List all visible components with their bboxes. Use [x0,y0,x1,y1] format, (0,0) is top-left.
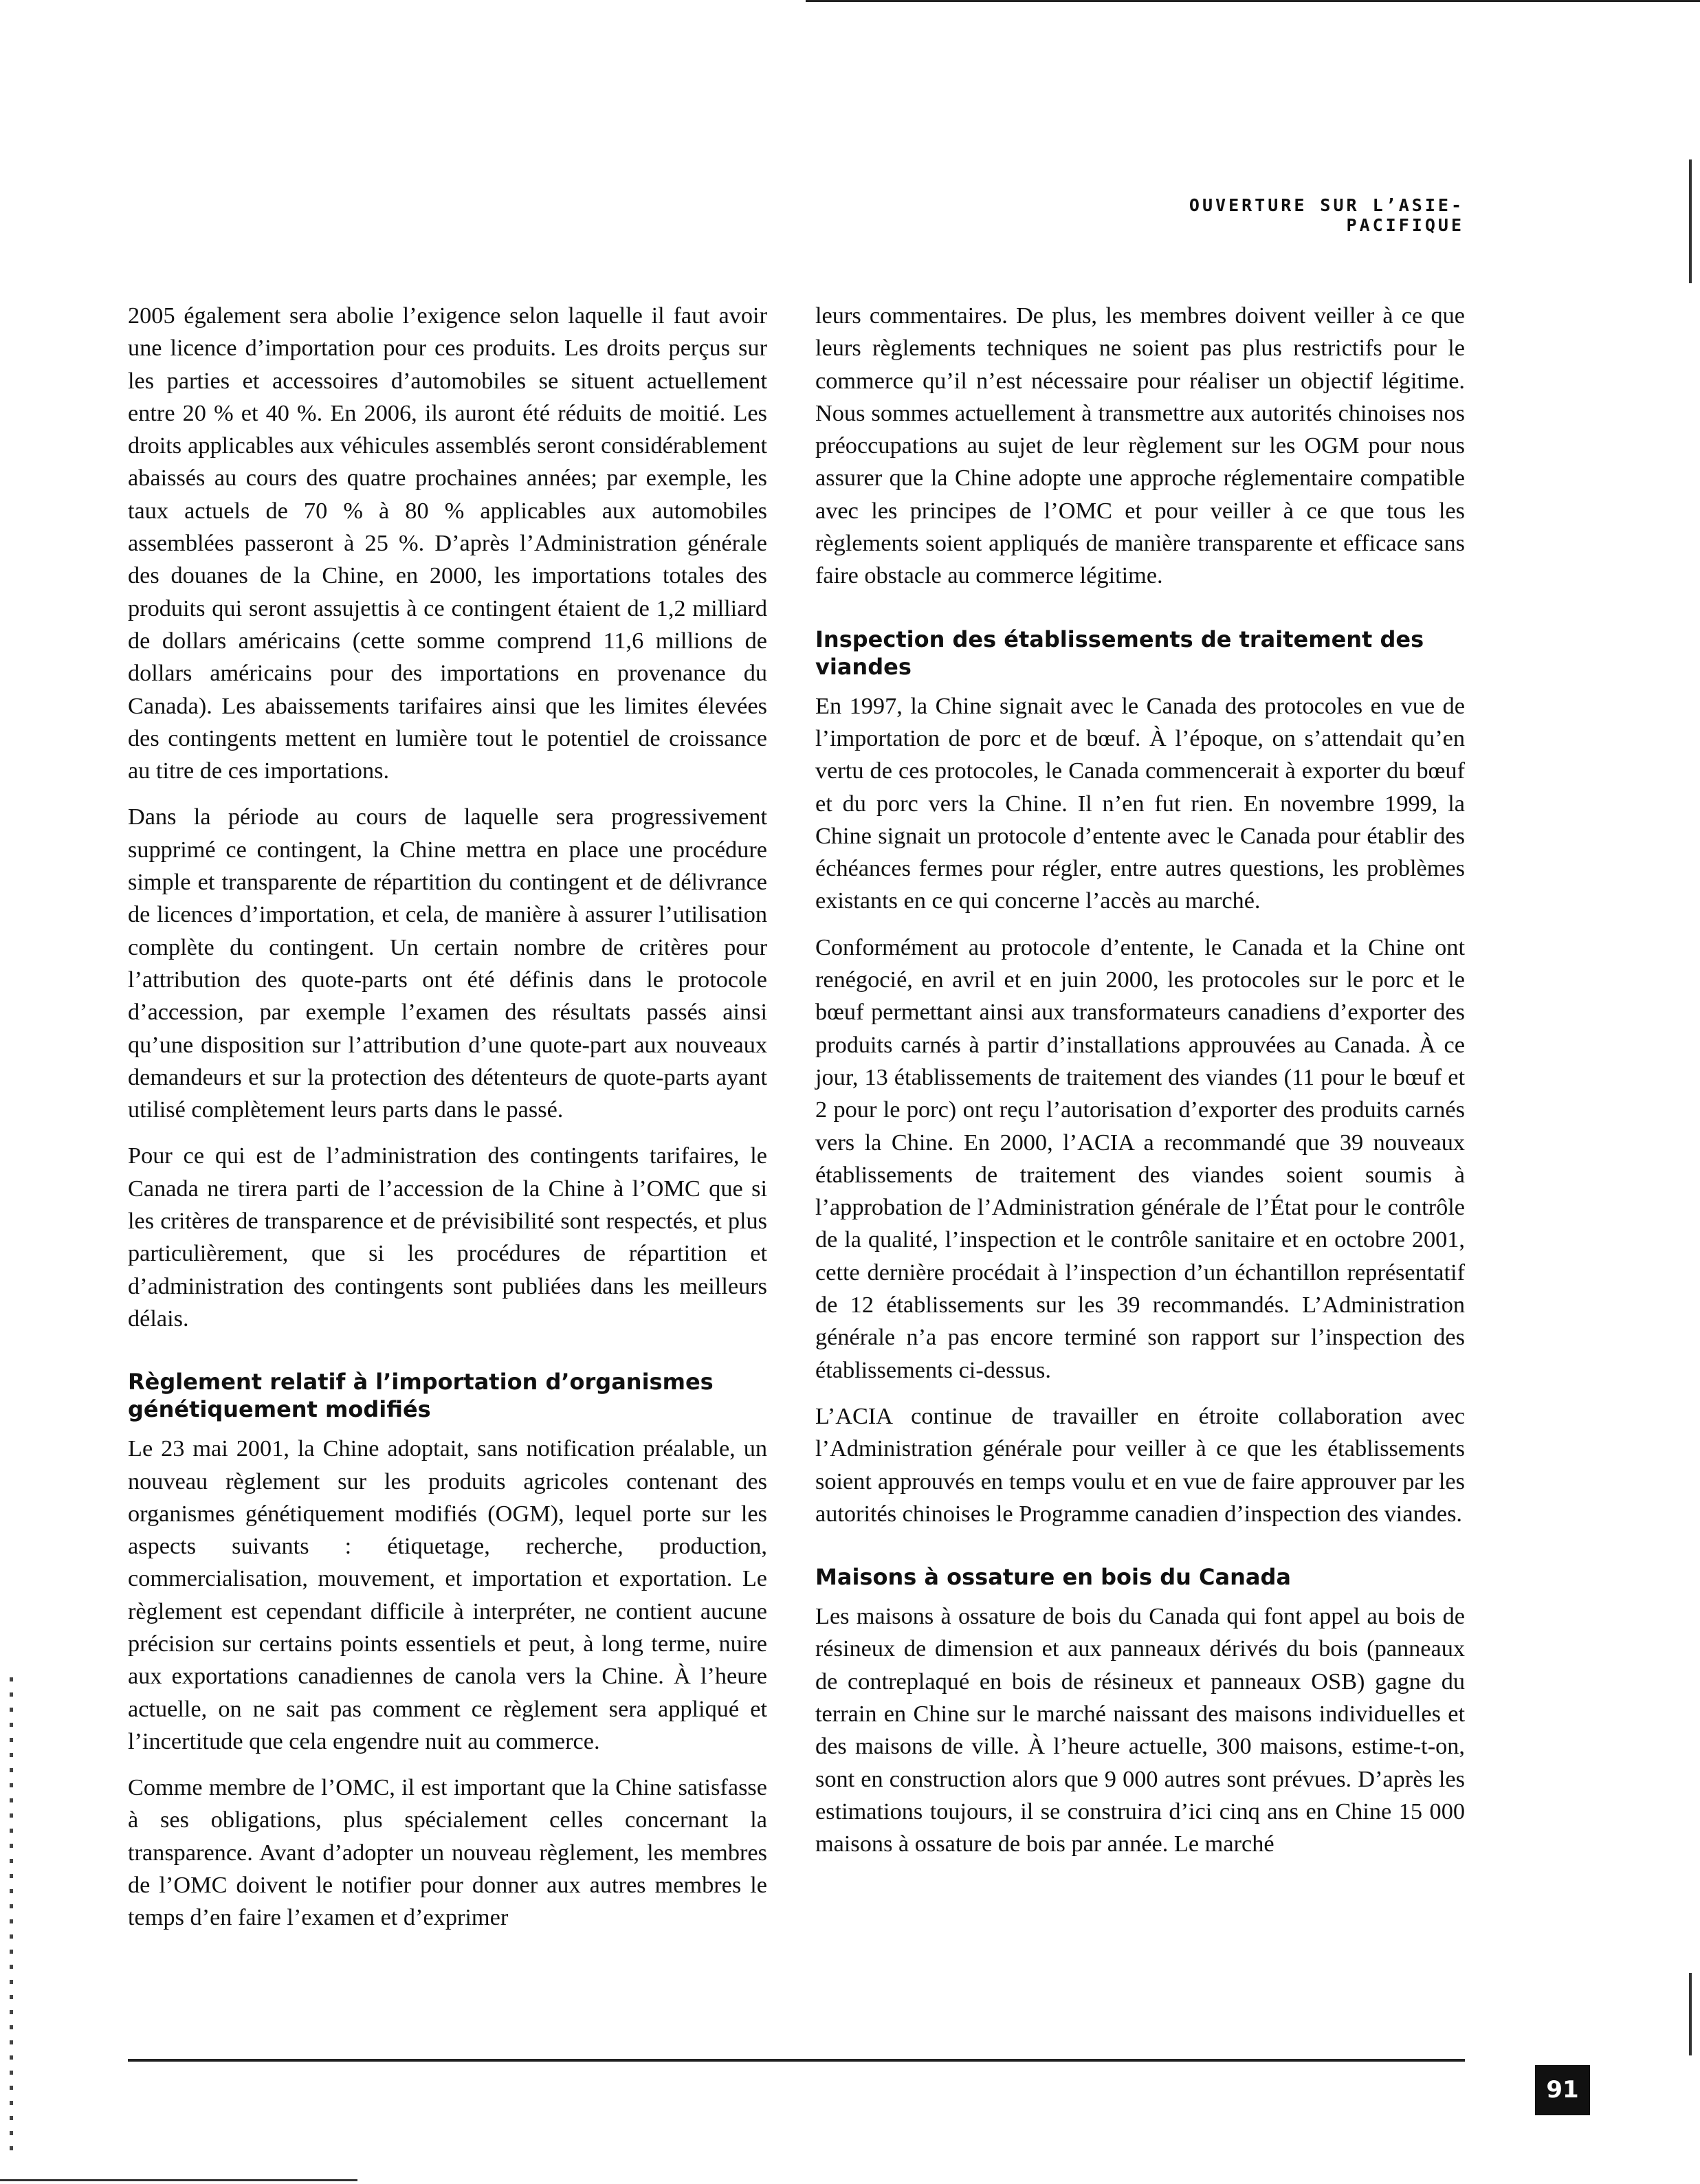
scan-edge-mark [10,1677,13,2159]
paragraph: Les maisons à ossature de bois du Canada qui font appel au bois de résineux de dimension et aux panneaux dérivés du bois (panneaux de contreplaqué en bois de résineux et panneaux OSB) gagne du terrain en Chine sur le marché naissant des maisons individuelles et des maisons de ville. À l’heure actuelle, 300 maisons, estime-t-on, sont en construction alors que 9 000 autres sont prévues. D’après les estimations toujours, il se construira d’ici cinq ans en Chine 15 000 maisons à ossature de bois par année. Le marché [815,1603,1465,1857]
paragraph: Dans la période au cours de laquelle sera progressivement supprimé ce contingent, la Chine mettra en place une procédure simple et transparente de répartition du contingent et de délivrance de licences d’importation, et cela, de manière à assurer l’utilisation complète du contingent. Un certain nombre de critères pour l’attribution des quote-parts ont été définis dans le protocole d’accession, par exemple l’examen des résultats passés ainsi qu’une disposition sur l’attribution d’une quote-part aux nouveaux demandeurs et sur la protection des détenteurs de quote-parts ayant utilisé complètement leurs parts dans le passé. [128,804,767,1123]
running-head: OUVERTURE SUR L’ASIE-PACIFIQUE [1189,195,1464,235]
bottom-left-rule [0,2179,357,2181]
section-heading: Règlement relatif à l’importation d’organismes génétiquement modifiés [128,1369,714,1423]
left-column [128,300,767,1948]
margin-mark [1689,159,1692,283]
paragraph: Conformément au protocole d’entente, le Canada et la Chine ont renégocié, en avril et en juin 2000, les protocoles sur le porc et le bœuf permettant ainsi aux transformateurs canadiens d’exporter des produits carnés à partir d’installations approuvées au Canada. À ce jour, 13 établissements de traitement des viandes (11 pour le bœuf et 2 pour le porc) ont reçu l’autorisation d’exporter des produits carnés vers la Chine. En 2000, l’ACIA a recommandé que 39 nouveaux établissements de traitement des viandes soient soumis à l’approbation de l’Administration générale de l’État pour le contrôle de la qualité, l’inspection et le contrôle sanitaire et en octobre 2001, cette dernière procédait à l’inspection d’un échantillon représentatif de 12 établissements sur les 39 recommandés. L’Administration générale n’a pas encore terminé son rapport sur l’inspection des établissements ci-dessus. [815,934,1465,1383]
paragraph: En 1997, la Chine signait avec le Canada des protocoles en vue de l’importation de porc et de bœuf. À l’époque, on s’attendait qu’en vertu de ces protocoles, le Canada commencerait à exporter du bœuf et du porc vers la Chine. Il n’en fut rien. En novembre 1999, la Chine signait un protocole d’entente avec le Canada pour établir des échéances fermes pour régler, entre autres questions, les problèmes existants en ce qui concerne l’accès au marché. [815,692,1465,914]
paragraph: leurs commentaires. De plus, les membres doivent veiller à ce que leurs règlements techniques ne soient pas plus restrictifs pour le commerce qu’il n’est nécessaire pour réaliser un objectif légitime. Nous sommes actuellement à transmettre aux autorités chinoises nos préoccupations au sujet de leur règlement sur les OGM pour nous assurer que la Chine adopte une approche réglementaire compatible avec les principes de l’OMC et pour veiller à ce que tous les règlements soient appliqués de manière transparente et efficace sans faire obstacle au commerce légitime. [815,302,1465,589]
right-column [815,300,1465,1874]
page-number: 91 [1535,2065,1590,2115]
paragraph: L’ACIA continue de travailler en étroite collaboration avec l’Administration générale pour veiller à ce que les établissements soient approuvés en temps voulu et en vue de faire approuver par les autorités chinoises le Programme canadien d’inspection des viandes. [815,1402,1465,1527]
paragraph: Pour ce qui est de l’administration des contingents tarifaires, le Canada ne tirera parti de l’accession de la Chine à l’OMC que si les critères de transparence et de prévisibilité sont respectés, et plus particulièrement, que si les procédures de répartition et d’administration des contingents sont publiées dans les meilleurs délais. [128,1143,767,1332]
section-heading: Inspection des établissements de traitement des viandes [815,626,1424,680]
bottom-rule [128,2059,1465,2062]
section-heading: Maisons à ossature en bois du Canada [815,1564,1291,1591]
margin-mark [1689,1973,1692,2055]
paragraph: 2005 également sera abolie l’exigence selon laquelle il faut avoir une licence d’importation pour ces produits. Les droits perçus sur les parties et accessoires d’automobiles se situent actuellement entre 20 % et 40 %. En 2006, ils auront été réduits de moitié. Les droits applicables aux véhicules assemblés seront considérablement abaissés au cours des quatre prochaines années; par exemple, les taux actuels de 70 % à 80 % applicables aux automobiles assemblées passeront à 25 %. D’après l’Administration générale des douanes de la Chine, en 2000, les importations totales des produits qui seront assujettis à ce contingent étaient de 1,2 milliard de dollars américains (cette somme comprend 11,6 millions de dollars américains pour des importations en provenance du Canada). Les abaissements tarifaires ainsi que les limites élevées des contingents mettent en lumière tout le potentiel de croissance au titre de ces importations. [128,302,767,784]
paragraph: Comme membre de l’OMC, il est important que la Chine satisfasse à ses obligations, plus spécialement celles concernant la transparence. Avant d’adopter un nouveau règlement, les membres de l’OMC doivent le notifier pour donner aux autres membres le temps d’en faire l’examen et d’exprimer [128,1774,767,1931]
paragraph: Le 23 mai 2001, la Chine adoptait, sans notification préalable, un nouveau règlement sur les produits agricoles contenant des organismes génétiquement modifiés (OGM), lequel porte sur les aspects suivants : étiquetage, recherche, production, commercialisation, mouvement, et importation et exportation. Le règlement est cependant difficile à interpréter, ne contient aucune précision sur certains points essentiels et peut, à long terme, nuire aux exportations canadiennes de canola vers la Chine. À l’heure actuelle, on ne sait pas comment ce règlement sera appliqué et l’incertitude que cela engendre nuit au commerce. [128,1435,767,1754]
top-rule [806,0,1700,2]
